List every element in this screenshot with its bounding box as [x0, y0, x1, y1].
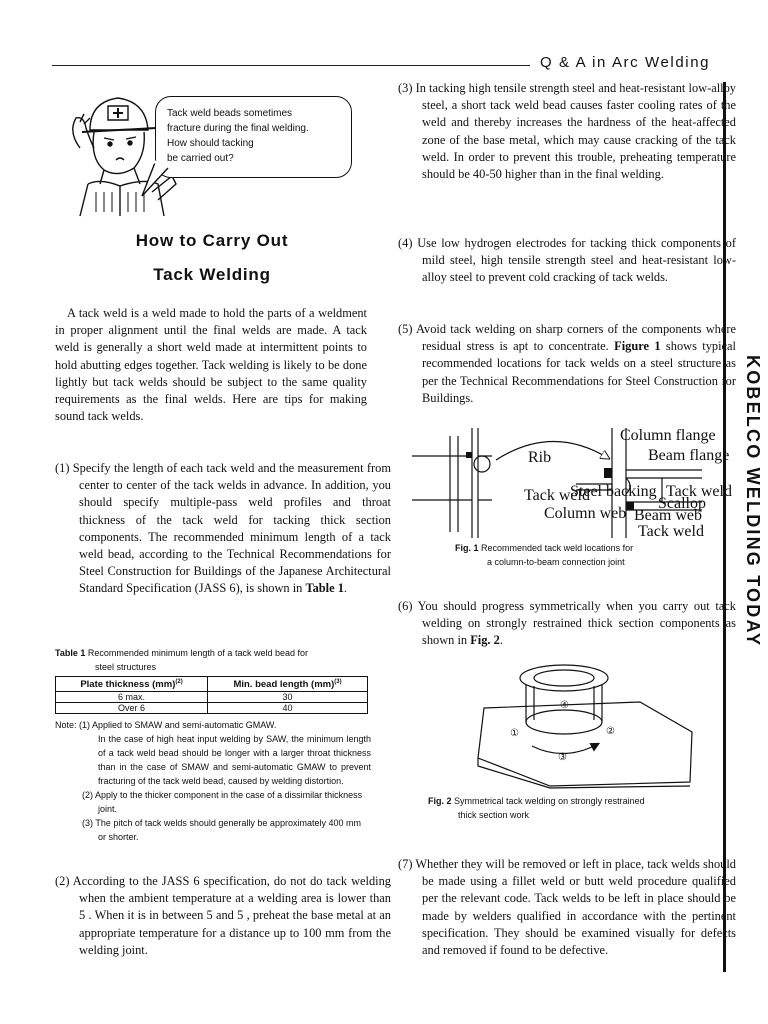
side-title: KOBELCO WELDING TODAY	[743, 355, 763, 648]
table-1-caption	[55, 646, 375, 674]
bubble-tail	[140, 160, 170, 200]
fig2-label: ③	[558, 752, 567, 763]
table-1-caption-line2: steel structures	[95, 662, 157, 672]
figure-2-caption-line1: Symmetrical tack welding on strongly restrained	[454, 796, 645, 806]
table-1-caption-label: Table 1	[55, 648, 86, 658]
tip-1-text: (1) Specify the length of each tack weld and the measurement from center to center of the tack welds in advance. In addition, you should specify multiple-pass weld profiles and throat thickness of the tack weld for tacking thick section components. The recommended minimum length of a tack weld bead, according to the Technical Recommendations for Steel Construction for Buildings of the Japanese Architectural Standard Specification (JASS 6), is shown in	[55, 461, 391, 596]
fig1-label: Tack weld	[638, 523, 704, 540]
fig1-label: Column flange	[620, 427, 716, 444]
tip-3: (3) In tacking high tensile strength steel and heat-resistant low-alloy steel, a short tack weld bead causes faster cooling rates of the weld and thereby increases the hardness of the heat-affected zone of the base metal, which may cause cracking of the tack weld. In order to prevent this trouble, preheating temperature should be 40-50 higher than in the final welding.	[398, 81, 736, 182]
fig1-label: Column web	[544, 505, 627, 522]
table-row	[56, 703, 368, 714]
table-1	[55, 676, 368, 714]
tip-5-text-b: shows typical recommended locations for tack welds on a steel structure as per the Technical Recommendations for Steel Construction for Buildings.	[422, 339, 736, 405]
fig2-label: ④	[560, 700, 569, 711]
tip-5-text-a: (5) Avoid tack welding on sharp corners of the components where residual stress is apt to concentrate.	[398, 322, 736, 354]
fig2-label: ②	[606, 726, 615, 737]
figure-1-caption-label: Fig. 1	[455, 543, 479, 553]
tip-2: (2) According to the JASS 6 specification, do not do tack welding when the ambient temperature at a welding area is lower than 5 . When it is in between 5 and 5 , preheat the base metal at an appropriate temperature for a distance up to 100 mm from the welding joint.	[55, 874, 391, 957]
figure-1-caption-line2: a column-to-beam connection joint	[487, 557, 625, 567]
side-rule	[723, 82, 726, 972]
table-1-notes	[55, 718, 371, 844]
table-header-row	[56, 677, 368, 692]
intro-paragraph: A tack weld is a weld made to hold the parts of a weldment in proper alignment until the final welds are made. A tack weld is generally a short weld made at intermittent points to hold abutting edges together. Tack welding is likely to be done lightly but tack welds should be subject to the same quality requirements as the final welds. Here are tips for making sound tack welds.	[55, 306, 367, 424]
article-title-line1: How to Carry Out	[135, 231, 289, 250]
figure-1-caption	[455, 541, 715, 569]
tip-7: (7) Whether they will be removed or left in place, tack welds should be made using a fillet weld or butt weld procedure qualified per the relevant code. Tack welds to be left in place should be made by welders qualified in accordance with the pertinent specification. They should be examined visually for defects and removed if found to be defective.	[398, 857, 736, 958]
running-title: Q & A in Arc Welding	[540, 54, 711, 71]
table-header-cell: Min. bead length (mm)$^{(3)}$	[208, 677, 368, 692]
fig2-label: ①	[510, 728, 519, 739]
fig1-label: Steel backing	[570, 483, 657, 500]
table-1-caption-line1: Recommended minimum length of a tack weld bead for	[87, 648, 308, 658]
fig1-label: Beam web	[634, 507, 702, 524]
fig1-label: Rib	[528, 449, 552, 466]
figure-2-caption-line2: thick section work	[458, 810, 530, 820]
fig1-label: Tack weld	[666, 483, 732, 500]
table-header-cell: Plate thickness (mm)$^{(2)}$	[56, 677, 208, 692]
note-3: (3) The pitch of tack welds should generally be approximately 400 mm or shorter.	[82, 818, 361, 842]
figure-1-ref: Figure 1	[614, 339, 661, 354]
table-row	[56, 692, 368, 703]
figure-2-ref: Fig. 2	[470, 633, 500, 648]
note-1: Note: (1) Applied to SMAW and semi-automatic GMAW.	[55, 720, 277, 730]
bubble-line: How should tacking	[167, 138, 254, 149]
figure-1-diagram	[412, 427, 732, 540]
tip-4: (4) Use low hydrogen electrodes for tacking thick components of mild steel, high tensile strength steel and heat-resistant low-alloy steel to prevent cold cracking of tack welds.	[398, 236, 736, 285]
side-title-box	[743, 355, 763, 660]
tip-5	[398, 321, 736, 407]
table-1-ref: Table 1	[305, 581, 344, 596]
table-cell: Over 6	[56, 703, 208, 714]
tip-6-text: (6) You should progress symmetrically when you carry out tack welding on strongly restrained thick section components as shown in	[398, 599, 736, 648]
note-2: (2) Apply to the thicker component in the case of a dissimilar thickness joint.	[82, 790, 363, 814]
tip-1: (1) Specify the length of each tack weld and the measurement from center to center of the tack welds in advance. In addition, you should specify multiple-pass weld profiles and throat thickness of the tack weld for tacking thick section components. The recommended minimum length of a tack weld bead, according to the Technical Recommendations for Steel Construction for Buildings of the Japanese Architectural Standard Specification (JASS 6), is shown in Table 1.	[55, 461, 391, 596]
tip-6: (6) You should progress symmetrically when you carry out tack welding on strongly restrained thick section components as shown in Fig. 2.	[398, 599, 736, 648]
bubble-line: be carried out?	[167, 153, 234, 164]
table-cell: 6 max.	[56, 692, 208, 703]
header-rule	[52, 65, 530, 66]
fig1-label: Scallop	[658, 495, 706, 512]
figure-2-caption-label: Fig. 2	[428, 796, 452, 806]
fig1-label: Beam flange	[648, 447, 730, 464]
article-title-line2: Tack Welding	[153, 265, 271, 284]
figure-2-diagram	[470, 662, 700, 788]
figure-1-caption-line1: Recommended tack weld locations for	[481, 543, 634, 553]
table-cell: 40	[208, 703, 368, 714]
bubble-line: Tack weld beads sometimes	[167, 108, 293, 119]
bubble-line: fracture during the final welding.	[167, 123, 309, 134]
fig1-label: Tack weld	[524, 487, 590, 504]
figure-2-caption	[428, 794, 718, 822]
bubble-text	[167, 106, 347, 166]
note-1-detail: In the case of high heat input welding by SAW, the minimum length of a tack weld bead should be longer with a larger throat thickness than in the case of SMAW and semi-automatic GMAW to prevent fracturing of the tack weld bead, caused by welding distortion.	[98, 734, 371, 786]
table-cell: 30	[208, 692, 368, 703]
